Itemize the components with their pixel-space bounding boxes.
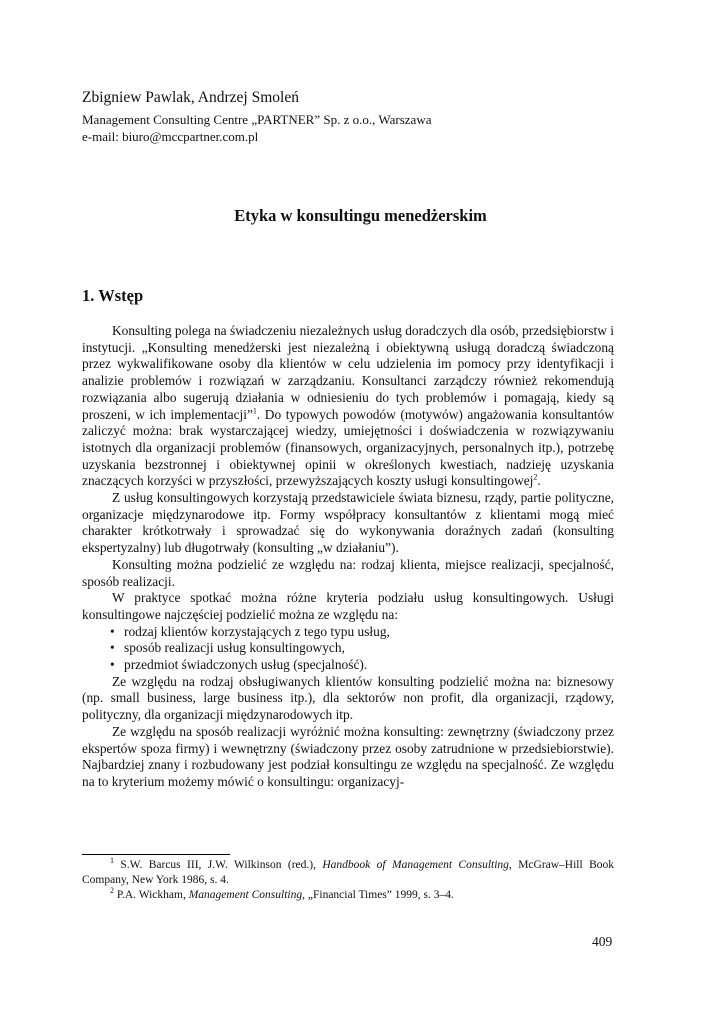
footnotes — [82, 858, 614, 903]
paragraph: Konsulting polega na świadczeniu niezależnych usług doradczych dla osób, przedsiębiorstw i instytucji. „Konsulting menedżerski jest niezależną i obiektywną usługą doradczą świadczoną przez wykwalifikowane osoby dla klientów w celu udzielenia im pomocy przy identyfikacji i analizie problemów i rozwiązań w zarządzaniu. Konsultanci zarządczy również rekomendują rozwiązania albo sugerują działania w odniesieniu do tych problemów i pomagają, kiedy są proszeni, w ich implementacji”$^1$. Do typowych powodów (motywów) angażowania konsultantów zaliczyć można: brak wystarczającej wiedzy, umiejętności i doświadczenia w rozwiązywaniu istotnych dla organizacji problemów (finansowych, organizacyjnych, personalnych itp.), potrzebę uzyskania bezstronnej i obiektywnej opinii w określonych kwestiach, nadzieję uzyskania znaczących korzyści w przyszłości, przewyższających koszty usługi konsultingowej$^2$. — [82, 323, 614, 489]
paragraph: Ze względu na rodzaj obsługiwanych klientów konsulting podzielić można na: biznesowy (np. small business, large business itp.), dla sektorów non profit, dla organizacji, rządowy, polityczny, dla organizacji międzynarodowych itp. — [82, 673, 614, 723]
list-item: • rodzaj klientów korzystających z tego typu usług, — [110, 623, 390, 639]
footnote: $^2$ P.A. Wickham, Management Consulting, „Financial Times” 1999, s. 3–4. — [110, 886, 454, 901]
email: e-mail: biuro@mccpartner.com.pl — [82, 129, 259, 144]
author-names: Zbigniew Pawlak, Andrzej Smoleń — [82, 89, 299, 106]
list-item: • sposób realizacji usług konsultingowych, — [110, 640, 345, 656]
paragraph: W praktyce spotkać można różne kryteria podziału usług konsultingowych. Usługi konsultingowe najczęściej podzielić można ze względu na: — [82, 590, 614, 622]
paragraph: Konsulting można podzielić ze względu na: rodzaj klienta, miejsce realizacji, specjalność, sposób realizacji. — [82, 556, 614, 589]
paragraph: Ze względu na sposób realizacji wyróżnić można konsulting: zewnętrzny (świadczony przez ekspertów spoza firmy) i wewnętrzny (świadczony przez osoby zatrudnione w przedsiebiorstwie). Najbardziej znany i rozbudowany jest podział konsultingu ze względu na specjalność. Ze względu na to kryterium możemy mówić o konsultingu: organizacyj- — [82, 723, 614, 789]
bullet-list — [82, 624, 614, 674]
article-title: Etyka w konsultingu menedżerskim — [234, 206, 487, 225]
body-text — [82, 323, 614, 791]
footnote-divider — [82, 854, 230, 855]
footnote: $^1$ S.W. Barcus III, J.W. Wilkinson (red.), Handbook of Management Consulting, McGraw–Hill Book Company, New York 1986, s. 4. — [82, 856, 615, 886]
paragraph: Z usług konsultingowych korzystają przedstawiciele świata biznesu, rządy, partie polityczne, organizacje międzynarodowe itp. Formy współpracy konsultantów z klientami mogą mieć charakter krótkotrwały i sprowadzać się do wykonywania doraźnych zadań (konsulting ekspertyzalny) lub długotrwały (konsulting „w działaniu”). — [82, 490, 614, 556]
bullet-icon: • — [110, 640, 115, 656]
list-item: • przedmiot świadczonych usług (specjalność). — [110, 657, 368, 673]
bullet-icon: • — [110, 623, 115, 639]
section-heading: 1. Wstęp — [82, 286, 144, 305]
bullet-icon: • — [110, 657, 115, 673]
author-affiliation-block — [82, 111, 431, 145]
page-number: 409 — [592, 934, 613, 949]
footnote-ref: 2 — [533, 472, 538, 482]
affiliation: Management Consulting Centre „PARTNER” Sp. z o.o., Warszawa — [82, 112, 432, 127]
footnote-ref: 1 — [252, 406, 257, 416]
